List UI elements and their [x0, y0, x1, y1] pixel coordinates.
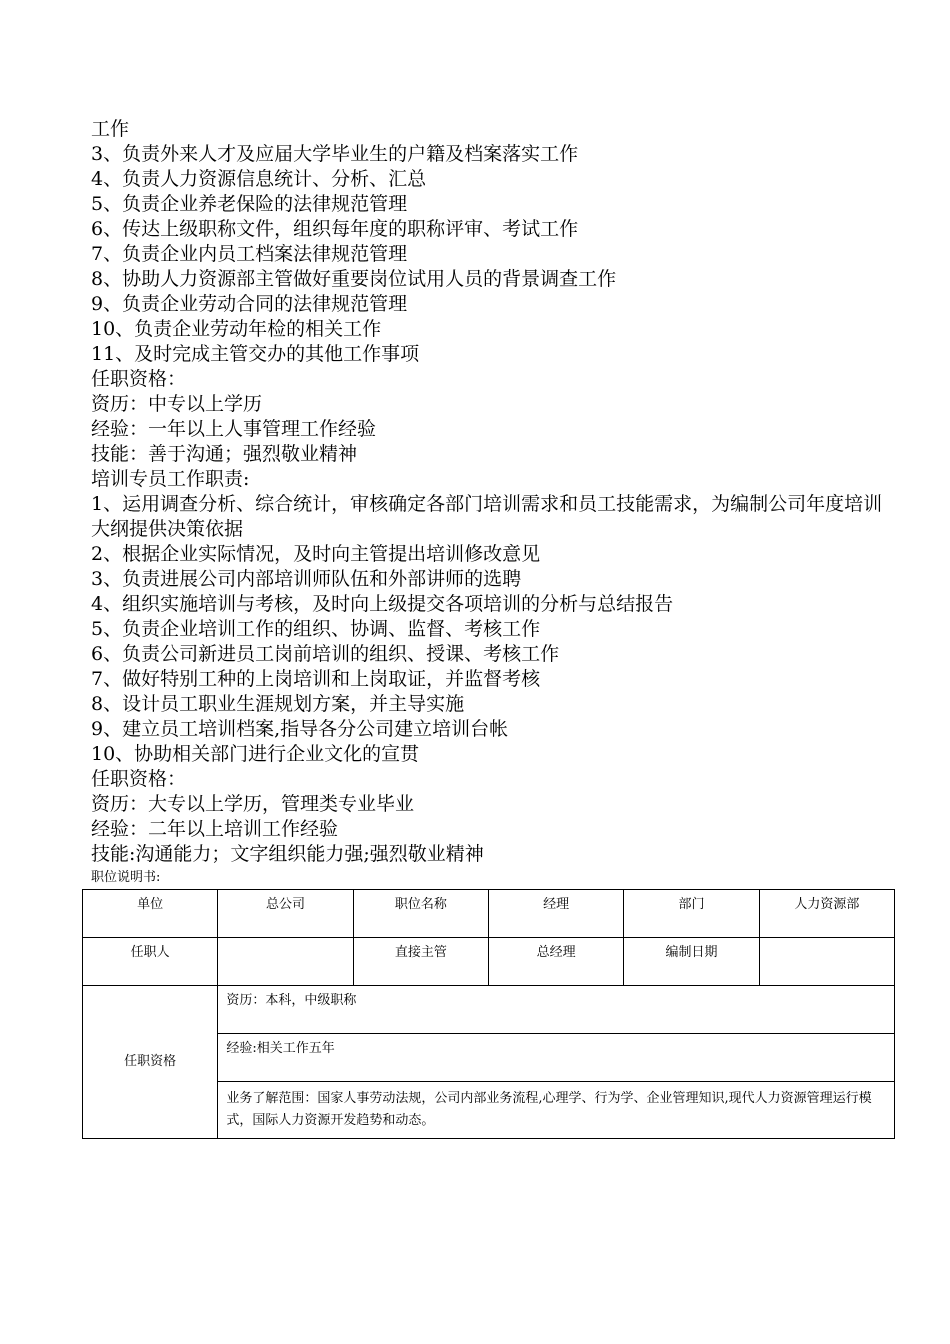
table-cell: 总经理	[488, 938, 623, 986]
section-heading: 培训专员工作职责:	[91, 468, 250, 490]
table-caption: 职位说明书:	[91, 870, 161, 885]
table-row	[83, 890, 895, 938]
section-heading: 任职资格：	[91, 368, 187, 390]
table-cell: 直接主管	[353, 938, 488, 986]
text-line: 11、及时完成主管交办的其他工作事项	[91, 343, 420, 365]
table-row	[83, 986, 895, 1034]
qualification-item: 经验:相关工作五年	[218, 1034, 895, 1082]
text-line: 6、传达上级职称文件，组织每年度的职称评审、考试工作	[91, 218, 579, 240]
text-line: 8、协助人力资源部主管做好重要岗位试用人员的背景调查工作	[91, 268, 617, 290]
table-cell: 经理	[488, 890, 623, 938]
table-cell: 总公司	[218, 890, 353, 938]
text-line: 3、负责进展公司内部培训师队伍和外部讲师的选聘	[91, 568, 522, 590]
table-cell: 编制日期	[624, 938, 759, 986]
qualification-label-cell: 任职资格	[83, 986, 218, 1139]
document-body	[91, 117, 901, 887]
text-line: 资历：大专以上学历，管理类专业毕业	[91, 793, 415, 815]
job-description-table	[82, 889, 895, 1139]
text-line: 4、组织实施培训与考核，及时向上级提交各项培训的分析与总结报告	[91, 593, 674, 615]
text-line: 1、运用调查分析、综合统计，审核确定各部门培训需求和员工技能需求，为编制公司年度培训大纲提供决策依据	[91, 493, 883, 540]
text-line: 经验：二年以上培训工作经验	[91, 818, 339, 840]
text-line: 8、设计员工职业生涯规划方案，并主导实施	[91, 693, 465, 715]
table-cell: 部门	[624, 890, 759, 938]
table-row	[83, 938, 895, 986]
text-line: 5、负责企业养老保险的法律规范管理	[91, 193, 408, 215]
text-line: 技能:沟通能力；文字组织能力强;强烈敬业精神	[91, 843, 484, 865]
text-line: 3、负责外来人才及应届大学毕业生的户籍及档案落实工作	[91, 143, 579, 165]
table-cell: 任职人	[83, 938, 218, 986]
qualification-item: 业务了解范围：国家人事劳动法规，公司内部业务流程,心理学、行为学、企业管理知识,现代人力资源管理运行模式，国际人力资源开发趋势和动态。	[218, 1082, 895, 1139]
text-line: 5、负责企业培训工作的组织、协调、监督、考核工作	[91, 618, 541, 640]
text-line: 2、根据企业实际情况，及时向主管提出培训修改意见	[91, 543, 541, 565]
text-line: 10、协助相关部门进行企业文化的宣贯	[91, 743, 420, 765]
table-cell: 职位名称	[353, 890, 488, 938]
text-line: 7、负责企业内员工档案法律规范管理	[91, 243, 408, 265]
section-heading: 任职资格：	[91, 768, 187, 790]
text-line: 4、负责人力资源信息统计、分析、汇总	[91, 168, 427, 190]
table-cell: 单位	[83, 890, 218, 938]
text-line: 6、负责公司新进员工岗前培训的组织、授课、考核工作	[91, 643, 560, 665]
text-line: 7、做好特别工种的上岗培训和上岗取证，并监督考核	[91, 668, 541, 690]
text-line: 经验：一年以上人事管理工作经验	[91, 418, 377, 440]
text-line: 9、负责企业劳动合同的法律规范管理	[91, 293, 408, 315]
qualification-item: 资历：本科，中级职称	[218, 986, 895, 1034]
table-cell	[218, 938, 353, 986]
text-line: 技能：善于沟通；强烈敬业精神	[91, 443, 358, 465]
table-cell: 人力资源部	[759, 890, 894, 938]
text-line: 10、负责企业劳动年检的相关工作	[91, 318, 382, 340]
text-line: 资历：中专以上学历	[91, 393, 263, 415]
text-line: 9、建立员工培训档案,指导各分公司建立培训台帐	[91, 718, 509, 740]
table-cell	[759, 938, 894, 986]
text-line: 工作	[91, 118, 130, 140]
